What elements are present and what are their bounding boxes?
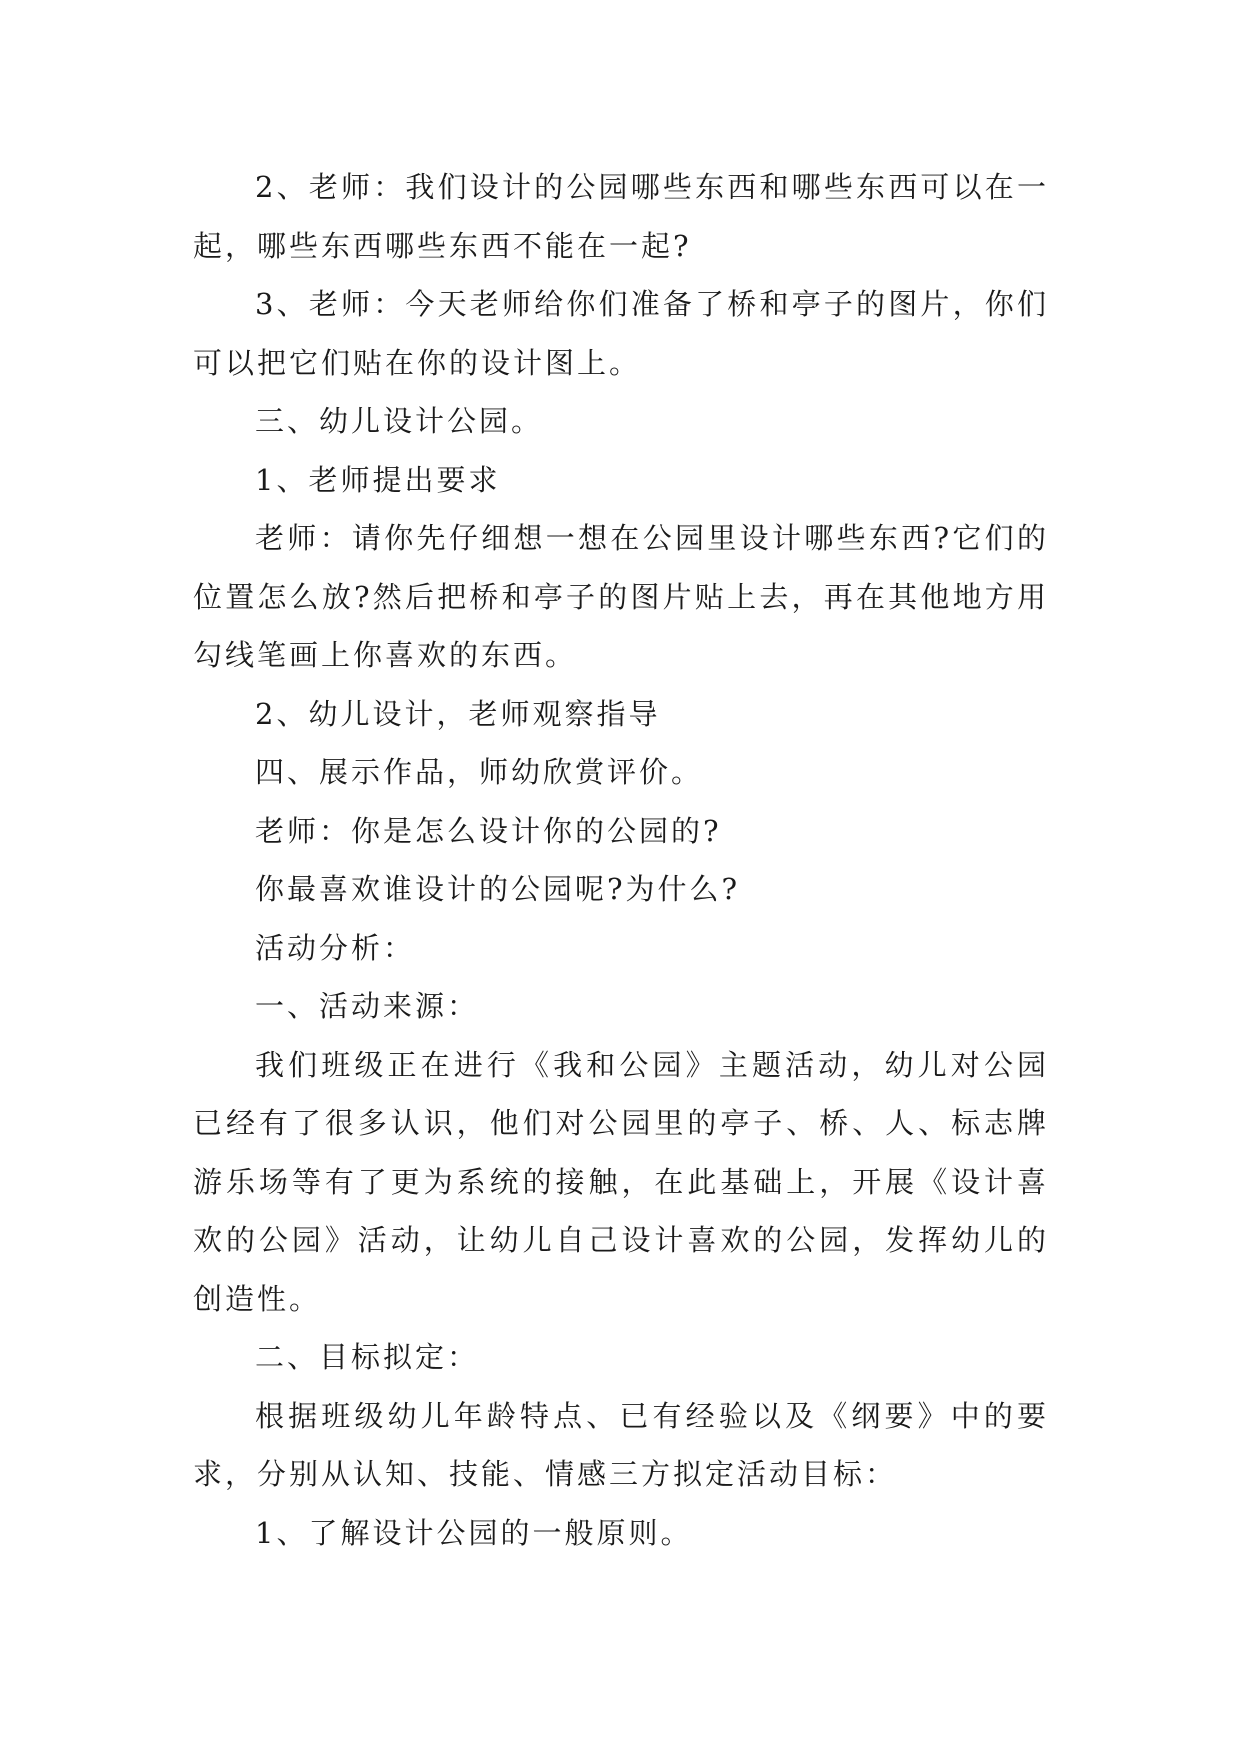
paragraph-7: 四、展示作品，师幼欣赏评价。 (255, 755, 704, 789)
paragraph-2: 3、老师：今天老师给你们准备了桥和亭子的图片，你们可以把它们贴在你的设计图上。 (193, 287, 1049, 380)
paragraph-14: 根据班级幼儿年龄特点、已有经验以及《纲要》中的要求，分别从认知、技能、情感三方拟定活动目标： (193, 1398, 1049, 1491)
paragraph-1: 2、老师：我们设计的公园哪些东西和哪些东西可以在一起，哪些东西哪些东西不能在一起? (193, 170, 1049, 263)
paragraph-5: 老师：请你先仔细想一想在公园里设计哪些东西?它们的位置怎么放?然后把桥和亭子的图片贴上去，再在其他地方用勾线笔画上你喜欢的东西。 (193, 521, 1049, 672)
paragraph-9: 你最喜欢谁设计的公园呢?为什么? (255, 872, 741, 906)
body-text (193, 158, 1049, 1562)
paragraph-6: 2、幼儿设计，老师观察指导 (255, 696, 661, 731)
paragraph-11: 一、活动来源： (255, 989, 480, 1023)
paragraph-8: 老师：你是怎么设计你的公园的? (255, 813, 722, 848)
paragraph-13: 二、目标拟定： (255, 1340, 480, 1374)
paragraph-12: 我们班级正在进行《我和公园》主题活动，幼儿对公园已经有了很多认识，他们对公园里的亭子、桥、人、标志牌游乐场等有了更为系统的接触，在此基础上，开展《设计喜欢的公园》活动，让幼儿自己设计喜欢的公园，发挥幼儿的创造性。 (193, 1047, 1049, 1316)
paragraph-3: 三、幼儿设计公园。 (255, 404, 544, 438)
paragraph-15: 1、了解设计公园的一般原则。 (255, 1515, 693, 1550)
paragraph-4: 1、老师提出要求 (255, 462, 501, 497)
paragraph-10: 活动分析： (255, 930, 416, 965)
